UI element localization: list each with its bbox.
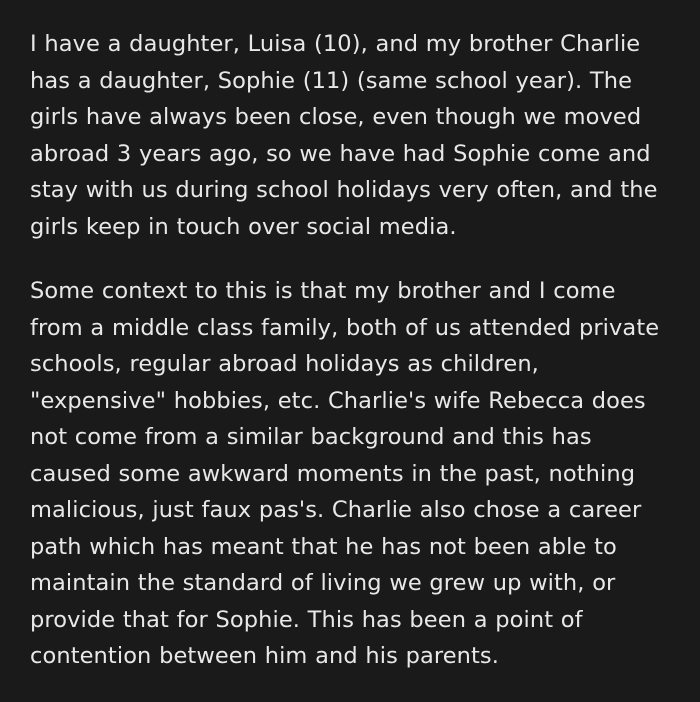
post-paragraph-2: Some context to this is that my brother and I come from a middle class family, both of us attended private schools, regular abroad holidays as children, "expensive" hobbies, etc. Charlie's wife Rebecca does not come from a similar background and this has caused some awkward moments in the past, nothing malicious, just faux pas's. Charlie also chose a career path which has meant that he has not been able to maintain the standard of living we grew up with, or provide that for Sophie. This has been a point of contention between him and his parents.	[30, 278, 660, 669]
post-paragraph-1: I have a daughter, Luisa (10), and my brother Charlie has a daughter, Sophie (11) (same school year). The girls have always been close, even though we moved abroad 3 years ago, so we have had Sophie come and stay with us during school holidays very often, and the girls keep in touch over social media.	[30, 31, 658, 240]
